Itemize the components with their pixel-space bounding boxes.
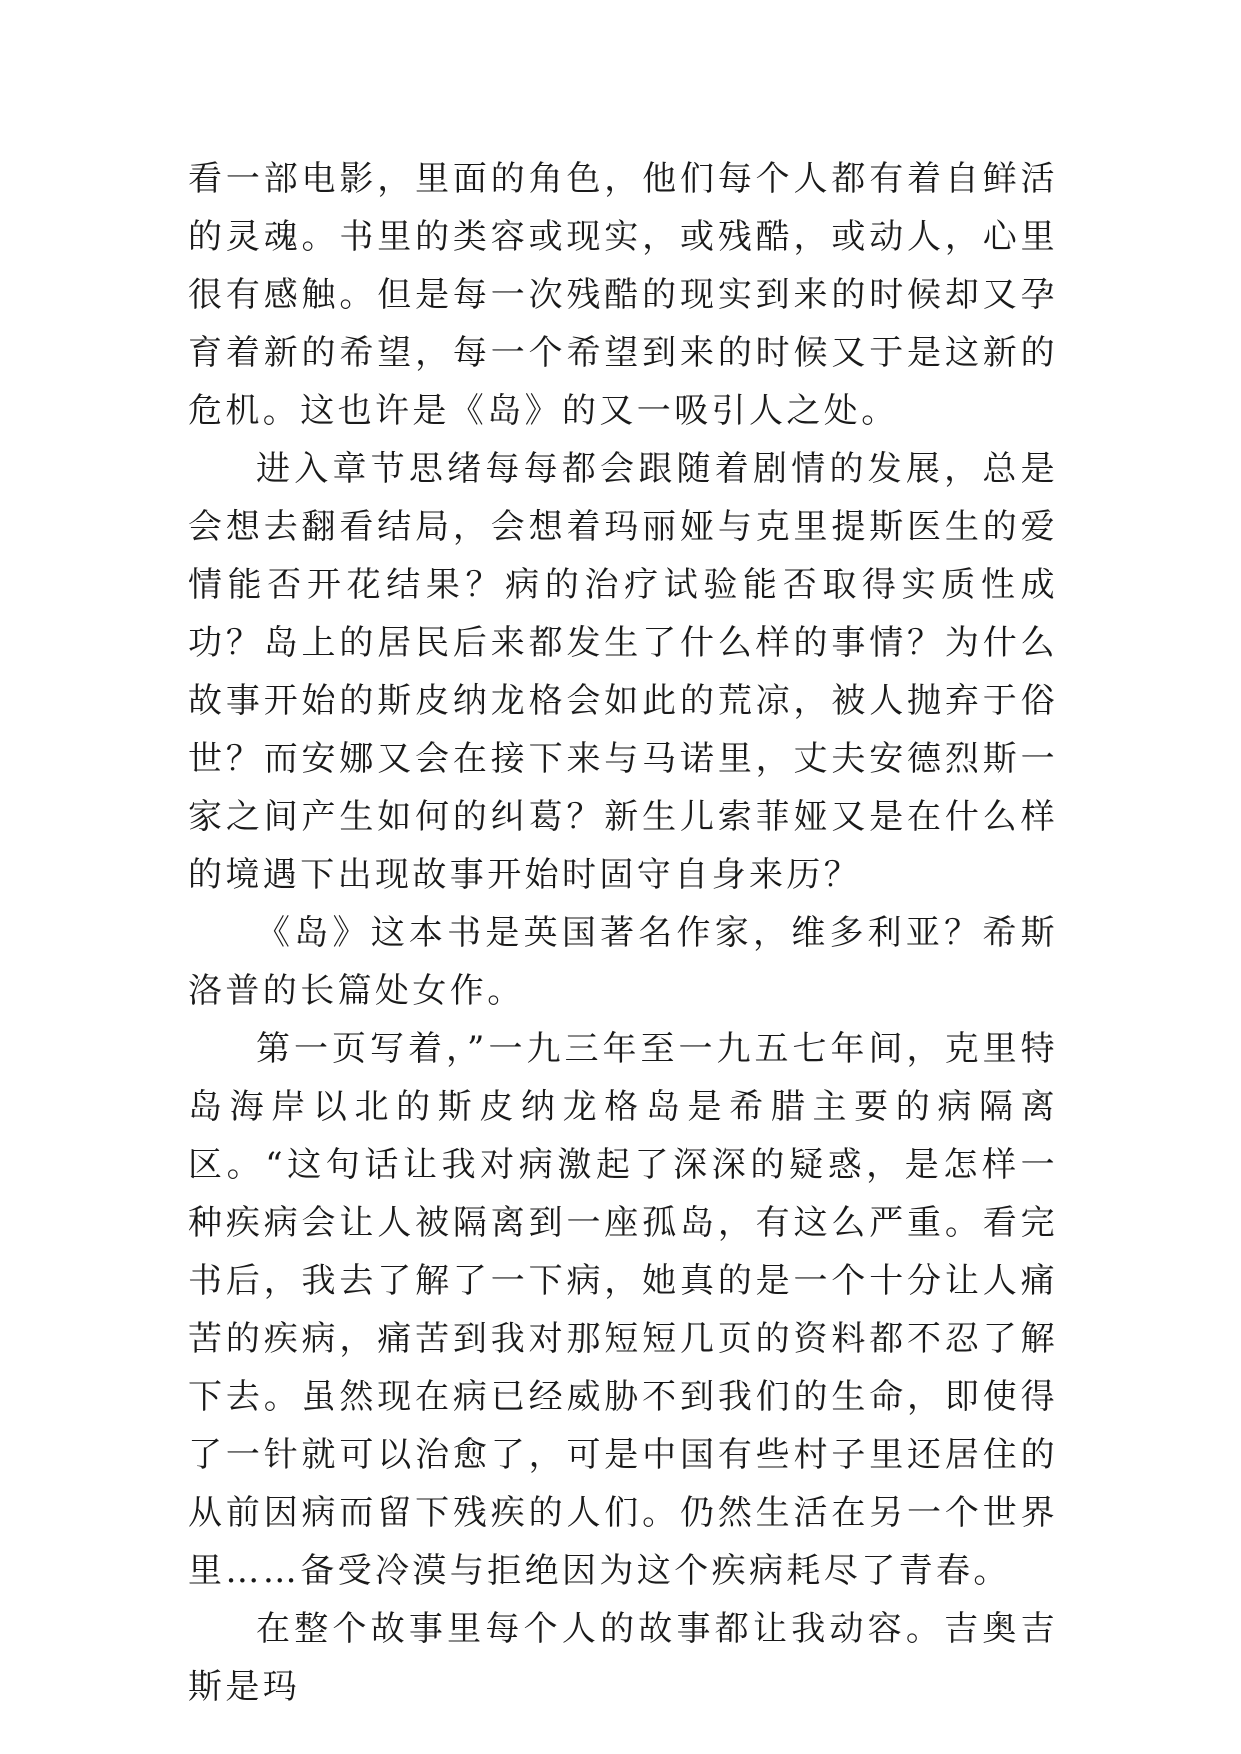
paragraph-3: 《岛》这本书是英国著名作家，维多利亚？希斯洛普的长篇处女作。 <box>188 913 1058 1011</box>
body-text <box>188 150 1058 1716</box>
paragraph-4: 第一页写着，”一九三年至一九五七年间，克里特岛海岸以北的斯皮纳龙格岛是希腊主要的病隔离区。“这句话让我对病激起了深深的疑惑，是怎样一种疾病会让人被隔离到一座孤岛，有这么严重。看完书后，我去了解了一下病，她真的是一个十分让人痛苦的疾病，痛苦到我对那短短几页的资料都不忍了解下去。虽然现在病已经威胁不到我们的生命，即使得了一针就可以治愈了，可是中国有些村子里还居住的从前因病而留下残疾的人们。仍然生活在另一个世界里……备受冷漠与拒绝因为这个疾病耗尽了青春。 <box>188 1029 1058 1591</box>
paragraph-1: 看一部电影，里面的角色，他们每个人都有着自鲜活的灵魂。书里的类容或现实，或残酷，或动人，心里很有感触。但是每一次残酷的现实到来的时候却又孕育着新的希望，每一个希望到来的时候又于是这新的危机。这也许是《岛》的又一吸引人之处。 <box>188 159 1058 431</box>
paragraph-5: 在整个故事里每个人的故事都让我动容。吉奥吉斯是玛 <box>188 1609 1058 1707</box>
paragraph-2: 进入章节思绪每每都会跟随着剧情的发展，总是会想去翻看结局，会想着玛丽娅与克里提斯医生的爱情能否开花结果？病的治疗试验能否取得实质性成功？岛上的居民后来都发生了什么样的事情？为什么故事开始的斯皮纳龙格会如此的荒凉，被人抛弃于俗世？而安娜又会在接下来与马诺里，丈夫安德烈斯一家之间产生如何的纠葛？新生儿索菲娅又是在什么样的境遇下出现故事开始时固守自身来历？ <box>188 449 1058 895</box>
